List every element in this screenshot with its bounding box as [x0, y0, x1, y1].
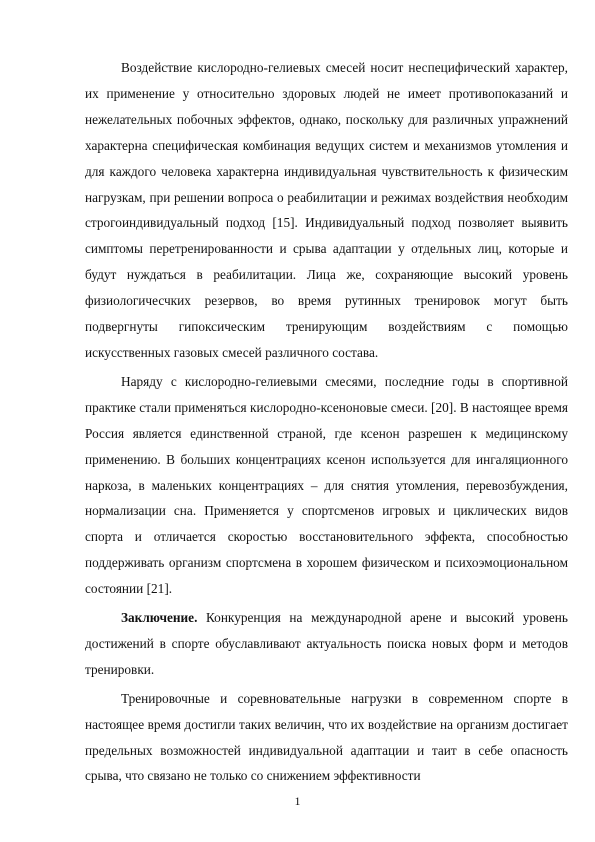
- paragraph-1: [85, 55, 568, 366]
- page-number: 1: [294, 794, 301, 808]
- body-text: [85, 55, 568, 790]
- paragraph-2: [85, 369, 568, 602]
- paragraph-3-text: Конкуренция на международной арене и высокий уровень достижений в спорте обуславливают актуальность поиска новых форм и методов тренировки.: [85, 610, 568, 677]
- conclusion-heading: Заключение.: [121, 610, 198, 626]
- paragraph-1-text: Воздействие кислородно-гелиевых смесей носит неспецифический характер, их применение у относительно здоровых людей не имеет противопоказаний и нежелательных побочных эффектов, однако, поскольку для различных упражнений характерна специфическая комбинация ведущих систем и механизмов утомления и для каждого человека характерна индивидуальная чувствительность к физическим нагрузкам, при решении вопроса о реабилитации и режимах воздействия необходим строгоиндивидуальный подход [15]. Индивидуальный подход позволяет выявить симптомы перетренированности и срыва адаптации у отдельных лиц, которые и будут нуждаться в реабилитации. Лица же, сохраняющие высокий уровень физиологичесчких резервов, во время рутинных тренировок могут быть подвергнуты гипоксическим тренирующим воздействиям с помощью искусственных газовых смесей различного состава.: [85, 60, 568, 360]
- paragraph-2-text: Наряду с кислородно-гелиевыми смесями, последние годы в спортивной практике стали применяться кислородно-ксеноновые смеси. [20]. В настоящее время Россия является единственной страной, где ксенон разрешен к медицинскому применению. В больших концентрациях ксенон используется для ингаляционного наркоза, в маленьких концентрациях – для снятия утомления, перевозбуждения, нормализации сна. Применяется у спортсменов игровых и циклических видов спорта и отличается скоростью восстановительного эффекта, способностью поддерживать организм спортсмена в хорошем физическом и психоэмоциональном состоянии [21].: [85, 373, 568, 597]
- paragraph-conclusion: [85, 605, 568, 683]
- paragraph-4-text: Тренировочные и соревновательные нагрузки в современном спорте в настоящее время достигли таких величин, что их воздействие на организм достигает предельных возможностей индивидуальной адаптации и таит в себе опасность срыва, что связано не только со снижением эффективности: [85, 690, 568, 784]
- paragraph-4: [85, 686, 568, 790]
